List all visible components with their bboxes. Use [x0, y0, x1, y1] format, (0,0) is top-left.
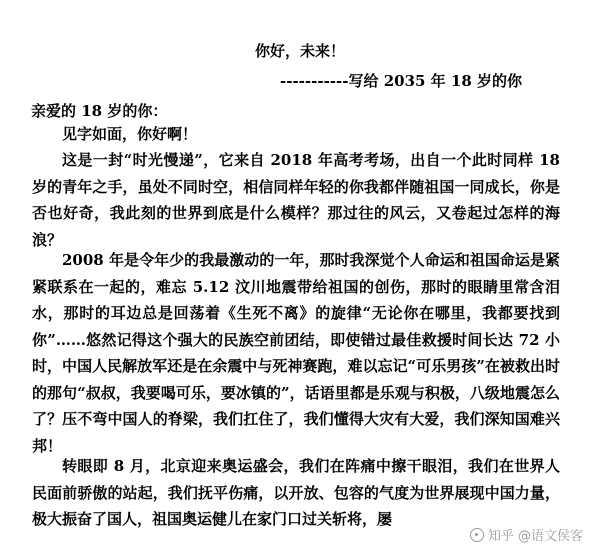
paragraph-2008: 2008 年是令年少的我最激动的一年，那时我深觉个人命运和祖国命运是紧紧联系在一起的，难忘 5.12 汶川地震带给祖国的创伤，那时的眼睛里常含泪水，那时的耳边总是回荡着《生死不离》的旋律“无论你在哪里，我都要找到你”……悠然记得这个强大的民族空前团结，即使错过最佳救援时间长达 72 小时，中国人民解放军还是在余震中与死神赛跑，难以忘记“可乐男孩”在被救出时的那句“叔叔，我要喝可乐，要冰镇的”，话语里都是乐观与积极，八级地震怎么了？压不弯中国人的脊梁，我们扛住了，我们懂得大灾有大爱，我们深知国难兴邦！ [32, 251, 560, 455]
letter-salutation: 亲爱的 18 岁的你： [31, 102, 168, 120]
zhihu-logo-icon [470, 528, 484, 542]
letter-title: 你好，未来！ [254, 42, 345, 60]
paragraph-greeting: 见字如面，你好啊！ [62, 125, 198, 143]
letter-byline: -----------写给 2035 年 18 岁的你 [280, 72, 522, 90]
watermark-text: 知乎 @语文侯客 [487, 529, 583, 544]
paragraph-intro: 这是一封“时光慢递”，它来自 2018 年高考考场，出自一个此时同样 18 岁的青年之手，虽处不同时空，相信同样年轻的你我都伴随祖国一同成长，你是否也好奇，我此刻的世界到底是什么模样？那过往的风云，又卷起过怎样的海浪？ [32, 151, 560, 249]
paragraph-olympics: 转眼即 8 月，北京迎来奥运盛会，我们在阵痛中擦干眼泪，我们在世界人民面前骄傲的站起，我们抚平伤痛，以开放、包容的气度为世界展现中国力量，极大振奋了国人，祖国奥运健儿在家门口过关斩将，屡 [32, 457, 560, 528]
watermark [467, 525, 586, 544]
